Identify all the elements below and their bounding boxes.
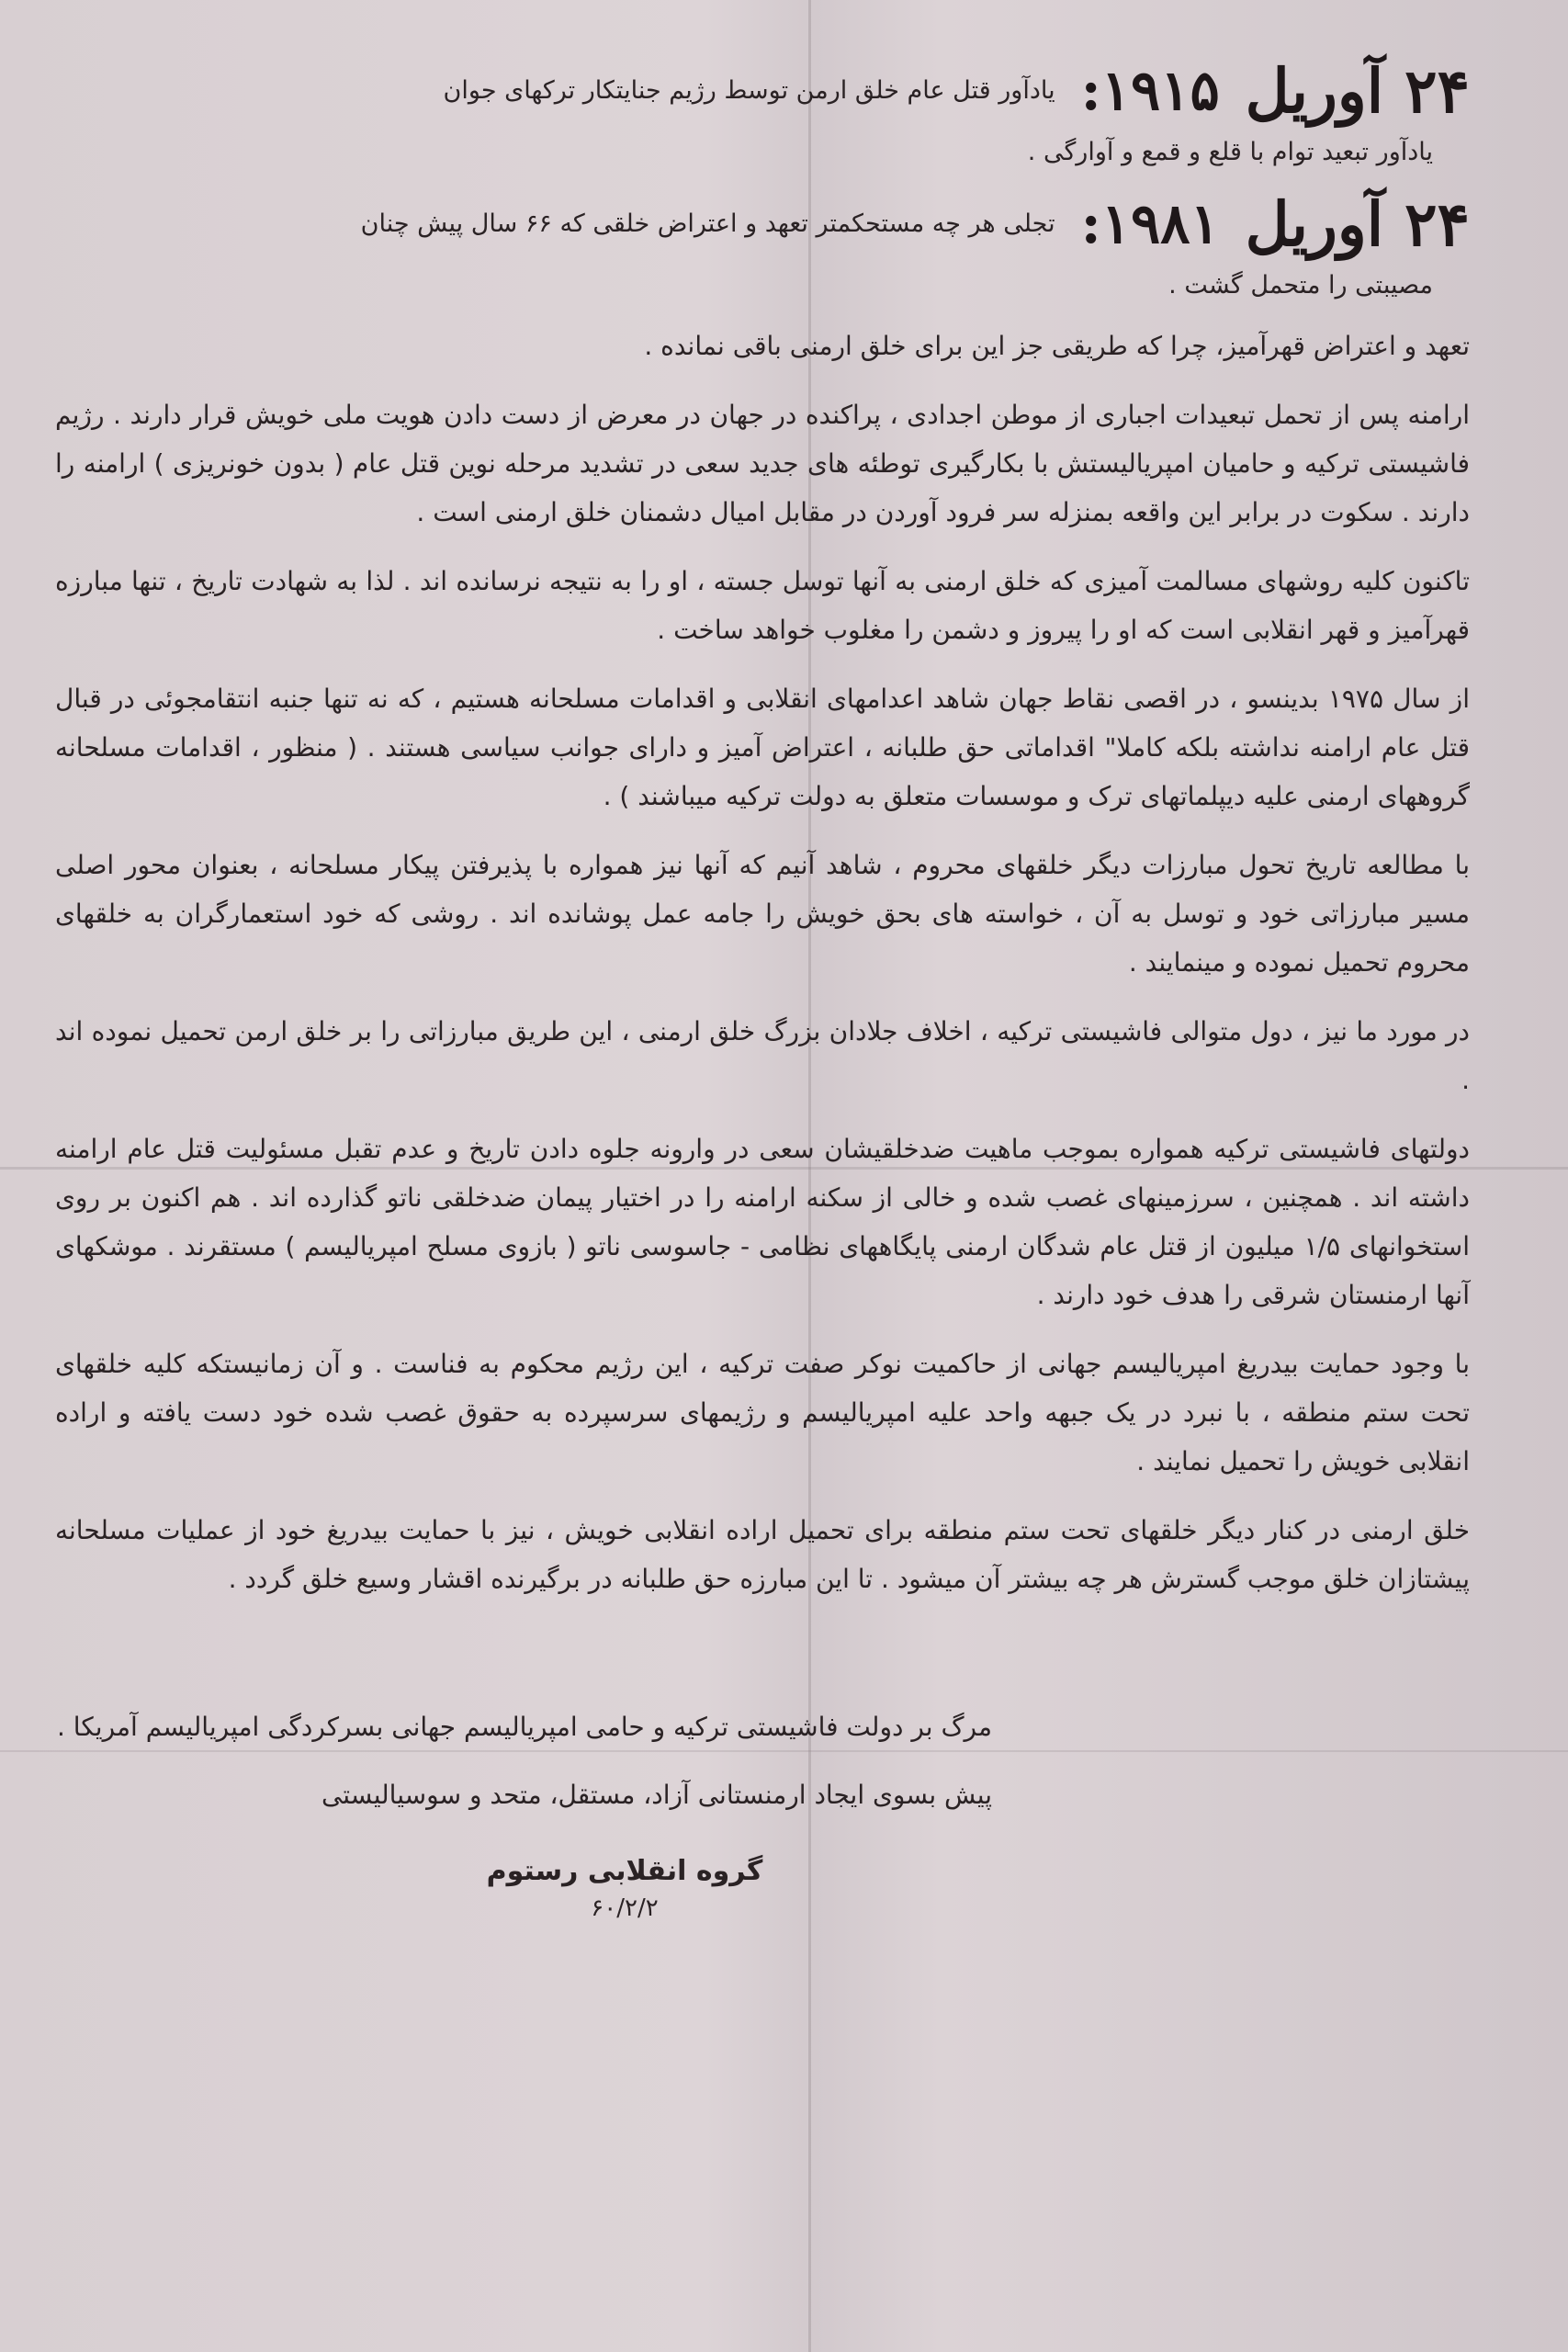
paragraph: تاکنون کلیه روشهای مسالمت آمیزی که خلق ارمنی به آنها توسل جسته ، او را به نتیجه نرسانده اند . لذا به شهادت تاریخ ، تنها مبارزه قهرآمیز و قهر انقلابی است که او را پیروز و دشمن را مغلوب خواهد ساخت . — [55, 566, 1470, 646]
slogan: پیش بسوی ایجاد ارمنستانی آزاد، مستقل، متحد و سوسیالیستی — [321, 1780, 992, 1811]
paragraph: با مطالعه تاریخ تحول مبارزات دیگر خلقهای محروم ، شاهد آنیم که آنها نیز همواره با پذیرفتن پیکار مسلحانه ، بعنوان محور اصلی مسیر مبارزاتی خود و توسل به آن ، خواسته های بحق خویش را جامه عمل پوشانده اند . روشی که خود استعمارگران به خلقهای محروم تحمیل نموده و مینمایند . — [55, 850, 1470, 978]
signature-date: ۶۰/۲/۲ — [591, 1894, 659, 1923]
headline-1981 — [55, 188, 1470, 260]
paragraph: با وجود حمایت بیدریغ امپریالیسم جهانی از حاکمیت نوکر صفت ترکیه ، این رژیم محکوم به فناست . و آن زمانیستکه کلیه خلقهای تحت ستم منطقه ، با نبرد در یک جبهه واحد علیه امپریالیسم و رژیمهای سرسپرده به حقوق غصب شده خود دست یافته و اراده انقلابی خویش را تحمیل نمایند . — [55, 1349, 1470, 1477]
paragraph: تعهد و اعتراض قهرآمیز، چرا که طریقی جز این برای خلق ارمنی باقی نمانده . — [644, 331, 1470, 362]
signature-name: گروه انقلابی رستوم — [486, 1855, 763, 1888]
signature — [367, 1855, 882, 1922]
paragraph: دولتهای فاشیستی ترکیه همواره بموجب ماهیت ضدخلقیشان سعی در وارونه جلوه دادن تاریخ و عدم تقبل مسئولیت قتل عام ارامنه داشته اند . همچنین ، سرزمینهای غصب شده و خالی از سکنه ارامنه را در اختیار پیمان ضدخلقی ناتو گذارده اند . هم اکنون بر روی استخوانهای ۱/۵ میلیون از قتل عام شدگان ارمنی پایگاههای نظامی - جاسوسی ناتو ( بازوی مسلح امپریالیسم ) مستقرند . موشکهای آنها ارمنستان شرقی را هدف خود دارند . — [55, 1134, 1470, 1311]
paragraph: در مورد ما نیز ، دول متوالی فاشیستی ترکیه ، اخلاف جلادان بزرگ خلق ارمنی ، این طریق مبارزاتی را بر خلق ارمن تحمیل نموده اند . — [55, 1016, 1470, 1096]
headline-1915 — [55, 55, 1470, 127]
headline-text-2: تجلی هر چه مستحکمتر تعهد و اعتراض خلقی که ۶۶ سال پیش چنان — [360, 209, 1055, 238]
paragraph: ارامنه پس از تحمل تبعیدات اجباری از موطن اجدادی ، پراکنده در جهان در معرض از دست دادن هویت ملی خویش قرار دارند . رژیم فاشیستی ترکیه و حامیان امپریالیستش با بکارگیری توطئه های جدید سعی در تشدید مرحله نوین قتل عام ( بدون خونریزی ) ارامنه را دارند . سکوت در برابر این واقعه بمنزله سر فرود آوردن در مقابل امیال دشمنان خلق ارمنی است . — [55, 400, 1470, 528]
slogans — [55, 1704, 992, 1818]
paragraph: از سال ۱۹۷۵ بدینسو ، در اقصی نقاط جهان شاهد اعدامهای انقلابی و اقدامات مسلحانه هستیم ، که نه تنها جنبه انتقامجوئی در قبال قتل عام ارامنه نداشته بلکه کاملا" اقداماتی حق طلبانه ، اعتراض آمیز و دارای جوانب سیاسی هستند . ( منظور ، اقدامات مسلحانه گروههای ارمنی علیه دیپلماتهای ترک و موسسات متعلق به دولت ترکیه میباشند ) . — [55, 684, 1470, 812]
headline-year-1981: ۱۹۸۱: — [1080, 192, 1220, 257]
document-body — [55, 55, 1470, 1922]
headline-year-1915: ۱۹۱۵: — [1080, 59, 1220, 123]
headline-text-1: یادآور قتل عام خلق ارمن توسط رژیم جنایتکار ترکهای جوان — [443, 75, 1055, 105]
paragraph: خلق ارمنی در کنار دیگر خلقهای تحت ستم منطقه برای تحمیل اراده انقلابی خویش ، نیز با حمایت بیدریغ خود از عملیات مسلحانه پیشتازان خلق موجب گسترش هر چه بیشتر آن میشود . تا این مبارزه حق طلبانه در برگیرنده اقشار وسیع خلق گردد . — [55, 1515, 1470, 1595]
slogan: مرگ بر دولت فاشیستی ترکیه و حامی امپریالیسم جهانی بسرکردگی امپریالیسم آمریکا . — [56, 1712, 992, 1743]
headline-continuation-2: مصیبتی را متحمل گشت . — [1168, 271, 1433, 300]
headline-date-2: ۲۴ آوریل — [1245, 188, 1470, 261]
headline-continuation-1: یادآور تبعید توام با قلع و قمع و آوارگی . — [1027, 138, 1433, 166]
headline-date-1: ۲۴ آوریل — [1245, 55, 1470, 127]
